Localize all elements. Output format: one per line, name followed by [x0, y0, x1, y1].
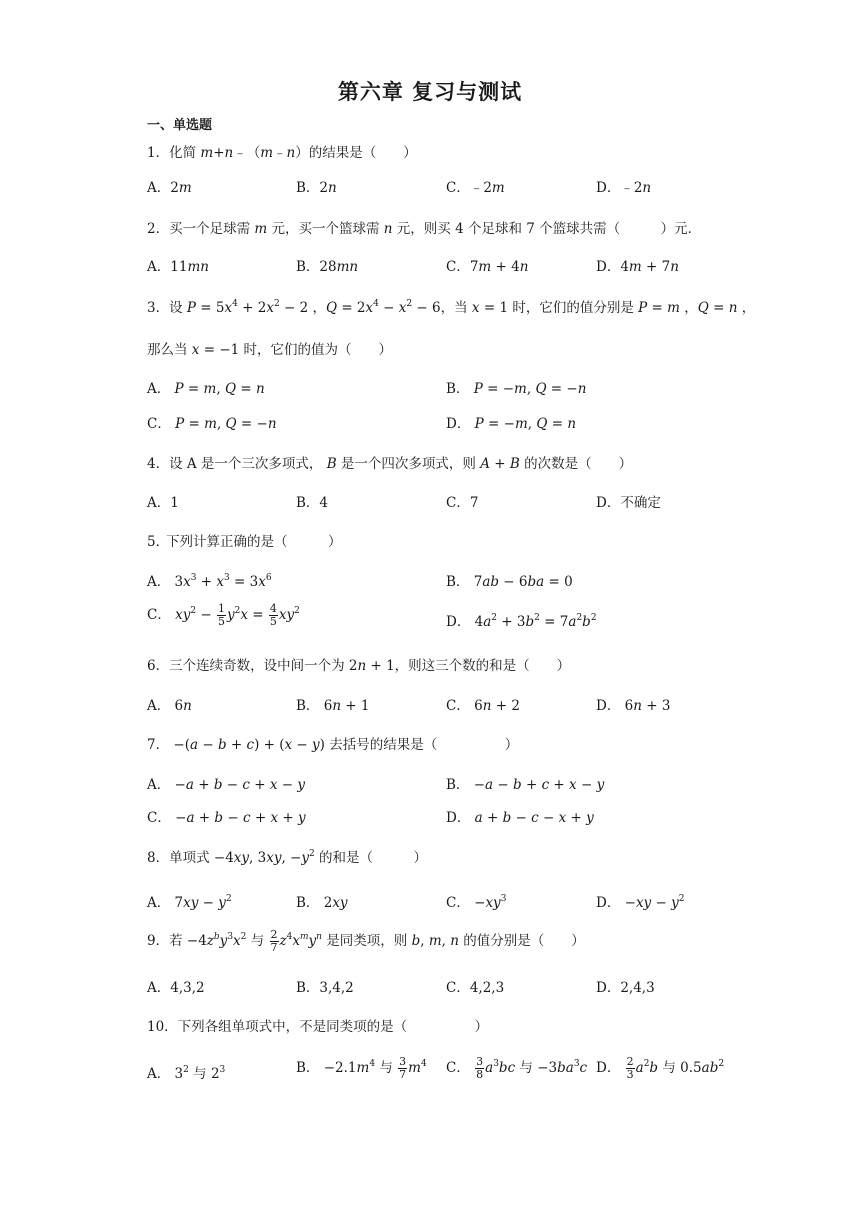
q9-option-a[interactable]: A．4,3,2: [147, 980, 205, 996]
q6-option-c[interactable]: C． 6n + 2: [446, 698, 520, 714]
q5-option-b[interactable]: B． 7ab − 6ba = 0: [446, 574, 573, 590]
q1-option-a[interactable]: A．2m: [147, 180, 192, 196]
question-7: 7． −(a − b + c) + (x − y) 去括号的结果是（ ）: [147, 737, 519, 753]
question-8: 8．单项式 −4xy, 3xy, $-y^2$ 的和是（ ）: [147, 849, 428, 866]
q3-option-b[interactable]: B． P = −m, Q = −n: [446, 381, 587, 397]
question-10: 10．下列各组单项式中，不是同类项的是（ ）: [147, 1019, 489, 1035]
section-heading: 一、单选题: [147, 118, 213, 133]
q5-option-d[interactable]: D． $4a^2 + 3b^2 = 7a^2b^2$: [446, 613, 597, 630]
q4-option-a[interactable]: A．1: [147, 495, 179, 511]
q8-option-a[interactable]: A． $7xy - y^2$: [147, 894, 232, 911]
q4-option-c[interactable]: C．7: [446, 495, 479, 511]
question-3-cont: 那么当 x = −1 时，它们的值为（ ）: [147, 342, 393, 358]
question-5-stem: 下列计算正确的是（ ）: [166, 534, 342, 550]
question-2: 2．买一个足球需 m 元，买一个篮球需 n 元，则买 4 个足球和 7 个篮球共需（ ）元．: [147, 221, 702, 237]
q9-option-b[interactable]: B．3,4,2: [296, 980, 354, 996]
q2-option-c[interactable]: C．7m + 4n: [446, 259, 529, 275]
q2-option-b[interactable]: B．28mn: [296, 259, 359, 275]
q7-option-c[interactable]: C． −a + b − c + x + y: [147, 810, 306, 826]
question-5: 5．: [147, 534, 170, 550]
q7-option-a[interactable]: A． −a + b − c + x − y: [147, 777, 306, 793]
question-6: 6．三个连续奇数，设中间一个为 2n + 1，则这三个数的和是（ ）: [147, 658, 571, 674]
q1-option-c[interactable]: C．﹣2m: [446, 180, 505, 196]
q9-option-c[interactable]: C．4,2,3: [446, 980, 505, 996]
q4-option-b[interactable]: B．4: [296, 495, 329, 511]
q8-option-d[interactable]: D． $-xy - y^2$: [596, 894, 685, 911]
q1-option-b[interactable]: B．2n: [296, 180, 337, 196]
q6-option-a[interactable]: A． 6n: [147, 698, 192, 714]
q6-option-d[interactable]: D． 6n + 3: [596, 698, 671, 714]
question-1: 1．化简 m+n﹣（m﹣n）的结果是（ ）: [147, 145, 417, 161]
q10-option-c[interactable]: C． $\frac{3}{8}$ $a^3bc$ 与 $-3ba^3c$: [446, 1055, 588, 1081]
q6-option-b[interactable]: B． 6n + 1: [296, 698, 370, 714]
q10-option-b[interactable]: B． $-2.1m^4$ 与 $\frac{3}{7}$ $m^4$: [296, 1055, 427, 1081]
q1-option-d[interactable]: D．﹣2n: [596, 180, 652, 196]
q3-option-c[interactable]: C． P = m, Q = −n: [147, 416, 277, 432]
q10-option-a[interactable]: A． $3^2$ 与 $2^3$: [147, 1065, 226, 1082]
question-3: 3．设 $P = 5x^4 + 2x^2 - 2$ ，$Q = 2x^4 - x^2 - 6$，当 x = 1 时，它们的值分别是 P = m ，Q = n ，: [147, 299, 756, 316]
q8-option-b[interactable]: B． 2xy: [296, 895, 348, 911]
q9-option-d[interactable]: D．2,4,3: [596, 980, 655, 996]
q4-option-d[interactable]: D．不确定: [596, 495, 661, 511]
q10-option-d[interactable]: D． $\frac{2}{3}$ $a^2b$ 与 $0.5ab^2$: [596, 1055, 725, 1081]
q2-option-d[interactable]: D．4m + 7n: [596, 259, 679, 275]
q5-option-c[interactable]: C． $xy^2$ − $\frac{1}{5}$ $y^2x$ = $\frac{4}{5}$ $xy^2$: [147, 602, 300, 628]
q7-option-b[interactable]: B． −a − b + c + x − y: [446, 777, 605, 793]
question-4: 4．设 A 是一个三次多项式， B 是一个四次多项式，则 A + B 的次数是（ ）: [147, 456, 633, 472]
q3-option-d[interactable]: D． P = −m, Q = n: [446, 416, 577, 432]
q3-option-a[interactable]: A． P = m, Q = n: [147, 381, 265, 397]
page-title: 第六章 复习与测试: [337, 80, 523, 104]
q8-option-c[interactable]: C． $-xy^3$: [446, 894, 507, 911]
q7-option-d[interactable]: D． a + b − c − x + y: [446, 810, 594, 826]
question-9: 9．若 $-4z^by^3x^2$ 与 $\frac{2}{7}$ $z^4x^my^n$ 是同类项，则 b, m, n 的值分别是（ ）: [147, 928, 585, 954]
q5-option-a[interactable]: A． $3x^3 + x^3 = 3x^6$: [147, 573, 272, 590]
q2-option-a[interactable]: A．11mn: [147, 259, 209, 275]
